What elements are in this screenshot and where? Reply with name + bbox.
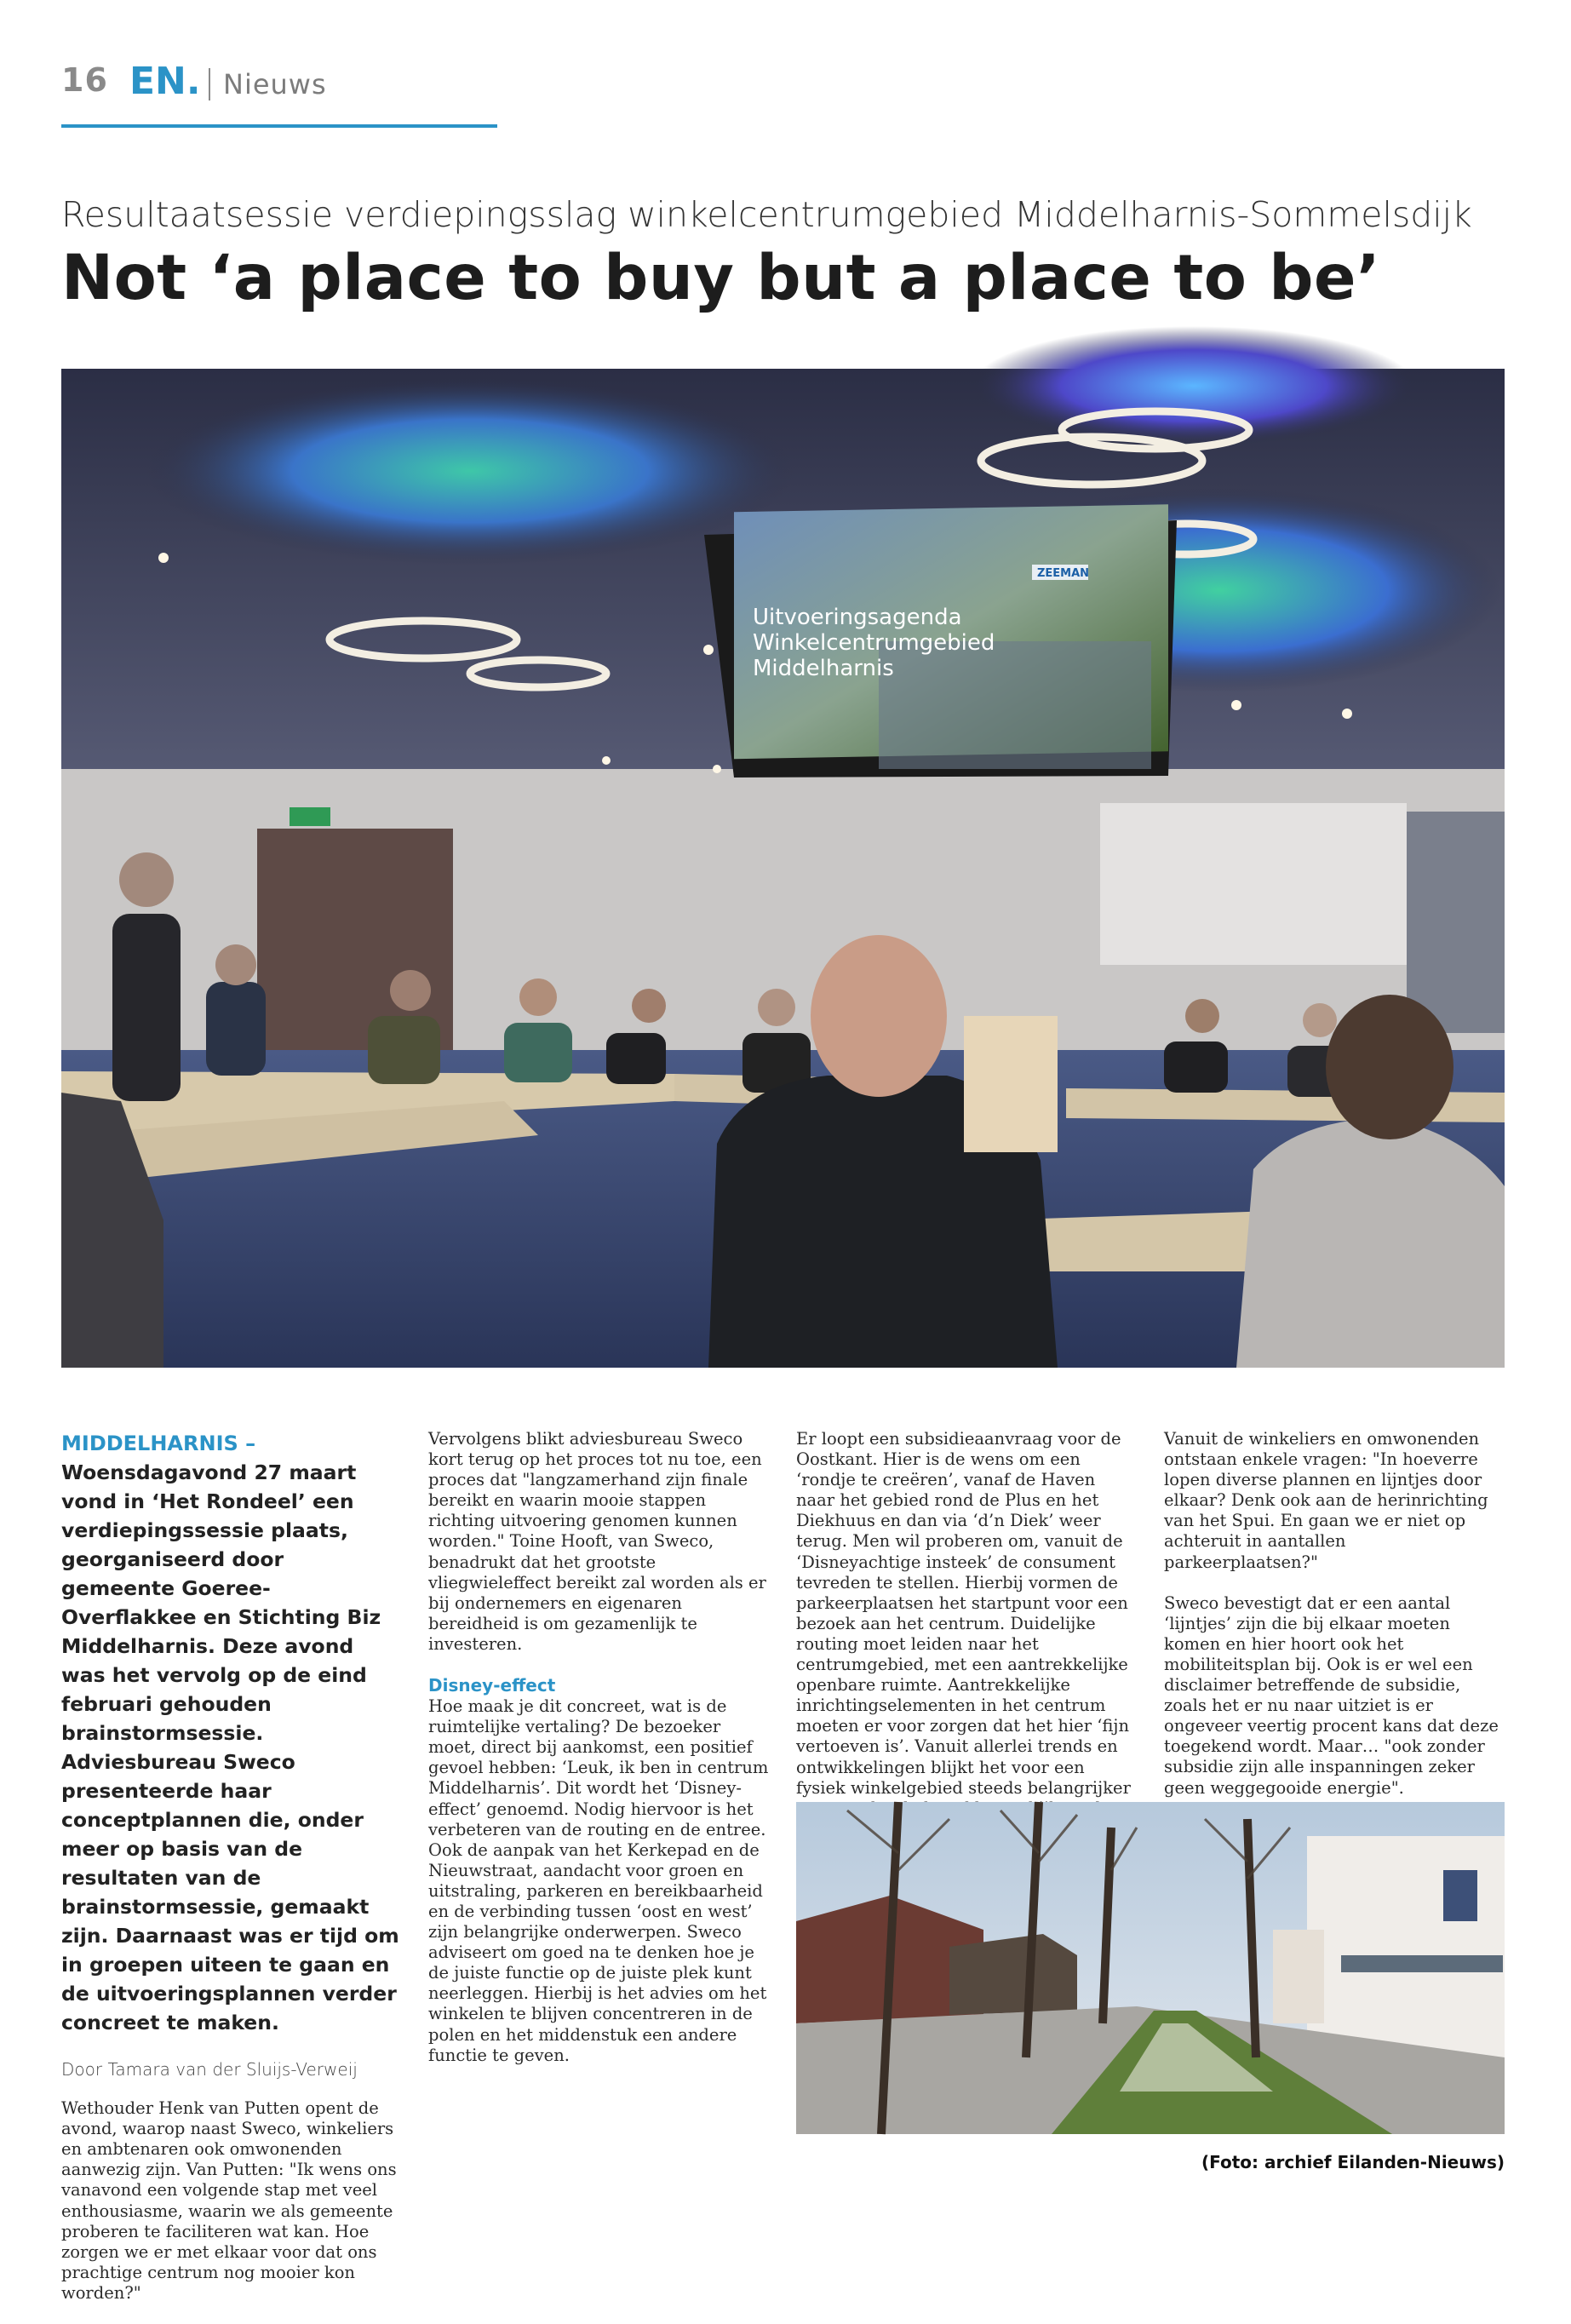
en-logo [129,58,201,103]
article-intro: Woensdagavond 27 maart vond in ‘Het Rondeel’ een verdiepingssessie plaats, georganiseerd door gemeente Goeree-Overflakkee en Stichting Biz Middelharnis. Deze avond was het vervolg op de eind februari gehouden brainstormsessie. Adviesbureau Sweco presenteerde haar conceptplannen die, onder meer op basis van de resultaten van de brainstormsessie, gemaakt zijn. Daarnaast was er tijd om in groepen uiteen te gaan en de uitvoeringsplannen verder concreet te maken. [61,1460,399,2034]
article-paragraph-2: Vervolgens blikt adviesbureau Sweco kort terug op het proces tot nu toe, een proces dat "langzamerhand zijn finale bereikt en waarin mooie stappen richting uitvoering genomen kunnen worden." Toine Hooft, van Sweco, benadrukt dat het grootste vliegwieleffect bereikt zal worden als er bij ondernemers en eigenaren bereidheid is om gezamenlijk te investeren. [428,1429,766,1654]
page-number: 16 [61,61,108,99]
article-paragraph-5: Vanuit de winkeliers en omwonenden ontstaan enkele vragen: "In hoeverre lopen diverse plannen en lijntjes door elkaar? Denk ook aan de herinrichting van het Spui. En gaan we er niet op achteruit in aantallen parkeerplaatsen?" [1164,1429,1488,1572]
meeting-photo [61,369,1505,1368]
article-column-4 [1164,1429,1505,1819]
article-subhead: Disney-effect [428,1675,556,1696]
svg-text:Uitvoeringsagenda: Uitvoeringsagenda [753,605,962,630]
header-separator [209,68,210,100]
section-label: Nieuws [223,68,327,100]
street-photo [796,1802,1505,2134]
article-column-2 [428,1429,769,2086]
svg-text:Middelharnis: Middelharnis [753,656,894,681]
article-paragraph-3: Hoe maak je dit concreet, wat is de ruimtelijke vertaling? De bezoeker moet, direct bij aankomst, een positief gevoel hebben: ‘Leuk, ik ben in centrum Middelharnis’. Dit wordt het ‘Disney-effect’ genoemd. Nodig hiervoor is het verbeteren van de routing en de entree. Ook de aanpak van het Kerkepad en de Nieuwstraat, aandacht voor groen en uitstraling, parkeren en bereikbaarheid en de verbinding tussen ‘oost en west’ zijn belangrijke onderwerpen. Sweco adviseert om goed na te denken hoe je de juiste functie op de juiste plek kunt neerleggen. Hierbij is het advies om het winkelen te blijven concentreren in de polen en het middenstuk een andere functie te geven. [428,1696,769,2065]
article-kicker: Resultaatsessie verdiepingsslag winkelcentrumgebied Middelharnis-Sommelsdijk [61,194,1472,235]
article-column-1 [61,1429,402,2324]
article-dateline: MIDDELHARNIS – [61,1432,256,1455]
article-lead [61,1429,402,2037]
article-column-3 [796,1429,1137,1860]
article-paragraph-4: Er loopt een subsidieaanvraag voor de Oostkant. Hier is de wens om een ‘rondje te creëren’, vanaf de Haven naar het gebied rond de Plus en het Diekhuus en dan via ‘d’n Diek’ weer terug. Men wil proberen om, vanuit de ‘Disneyachtige insteek’ de consument tevreden te stellen. Hierbij vormen de parkeerplaatsen het startpunt voor een bezoek aan het centrum. Duidelijke routing moet leiden naar het centrumgebied, met een aantrekkelijke openbare ruimte. Aantrekkelijke inrichtingselementen in het centrum moeten er voor zorgen dat het hier ‘fijn vertoeven is’. Vanuit allerlei trends en ontwikkelingen blijkt het voor een fysiek winkelgebied steeds belangrijker [796,1429,1131,1798]
photo-caption: (Foto: archief Eilanden-Nieuws) [1201,2152,1505,2172]
svg-text:EN.: EN. [129,60,201,103]
header-rule [61,124,497,128]
article-paragraph-6: Sweco bevestigt dat er een aantal ‘lijntjes’ zijn die bij elkaar moeten komen en hier hoort ook het mobiliteitsplan bij. Ook is er wel een disclaimer betreffende de subsidie, zoals het er nu naar uitziet is er ongeveer veertig procent kans dat deze toegekend wordt. Maar… "ook zonder subsidie zijn alle inspanningen zeker geen weggegooide energie". [1164,1592,1499,1798]
svg-text:ZEEMAN: ZEEMAN [1037,567,1090,580]
article-headline: Not ‘a place to buy but a place to be’ [61,242,1381,314]
article-paragraph-1: Wethouder Henk van Putten opent de avond, waarop naast Sweco, winkeliers en ambtenaren ook omwonenden aanwezig zijn. Van Putten: "Ik wens ons vanavond een volgende stap met veel enthousiasme, waarin we als gemeente proberen te faciliteren wat kan. Hoe zorgen we er met elkaar voor dat ons prachtige centrum nog mooier kon worden?" [61,2098,397,2303]
article-byline: Door Tamara van der Sluijs-Verweij [61,2059,358,2080]
svg-text:Winkelcentrumgebied: Winkelcentrumgebied [753,630,995,656]
